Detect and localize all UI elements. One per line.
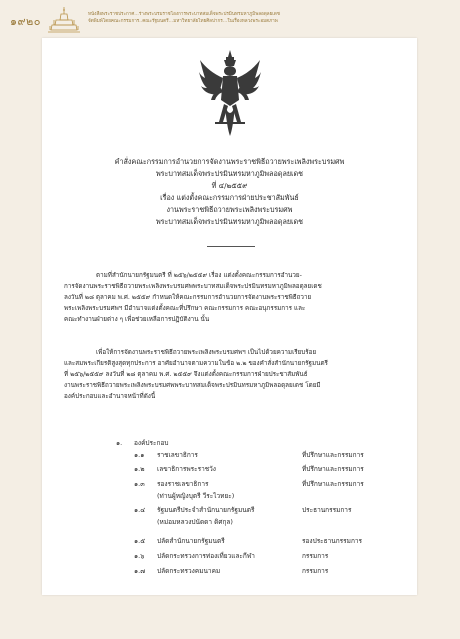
royal-crematorium-emblem-icon [46, 6, 82, 34]
member-position: ราชเลขาธิการ [157, 451, 198, 459]
member-person: (ท่านผู้หญิงบุตรี วีระไวทยะ) [157, 492, 235, 500]
header-text [88, 12, 280, 25]
member-role: รองประธานกรรมการ [302, 537, 363, 545]
garuda-emblem-icon [197, 48, 263, 144]
member-position: ปลัดสำนักนายกรัฐมนตรี [157, 537, 225, 545]
title-line: คำสั่งคณะกรรมการอำนวยการจัดงานพระราชพิธีถวายพระเพลิงพระบรมศพ [114, 157, 345, 166]
member-role: ที่ปรึกษาและกรรมการ [302, 451, 364, 459]
document-page [42, 38, 417, 595]
member-role: ที่ปรึกษาและกรรมการ [302, 480, 364, 488]
title-line: งานพระราชพิธีถวายพระเพลิงพระบรมศพ [166, 205, 293, 214]
member-position: ปลัดกระทรวงการท่องเที่ยวและกีฬา [157, 552, 255, 560]
paragraph-1 [64, 270, 397, 325]
title-line: พระบาทสมเด็จพระปรมินทรมหาภูมิพลอดุลยเดช [155, 217, 304, 226]
member-role: กรรมการ [302, 552, 329, 560]
document-title-block [42, 156, 417, 228]
paragraph-line: ที่ ๒๕๖/๒๕๕๙ ลงวันที่ ๒๘ ตุลาคม พ.ศ. ๒๕๕๙ จึงแต่งตั้งคณะกรรมการฝ่ายประชาสัมพันธ์ [64, 371, 308, 378]
member-role: ประธานกรรมการ [302, 506, 352, 514]
member-number: ๑.๖ [134, 552, 145, 560]
paragraph-line: การจัดงานพระราชพิธีถวายพระเพลิงพระบรมศพพระบาทสมเด็จพระปรมินทรมหาภูมิพลอดุลยเดช [64, 283, 322, 290]
section-number: ๑. [116, 439, 123, 447]
title-line: เรื่อง แต่งตั้งคณะกรรมการฝ่ายประชาสัมพันธ์ [160, 193, 299, 202]
header-line-1: หนังสือพระราชประกาศ…ร่างพระบรมราชโองการพระบาทสมเด็จพระปรมินทรมหาภูมิพลอดุลยเดช [88, 12, 280, 17]
paragraph-line: พระเพลิงพระบรมศพฯ มีอำนาจแต่งตั้งคณะที่ปรึกษา คณะกรรมการ คณะอนุกรรมการ และ [64, 305, 306, 312]
section-title: องค์ประกอบ [134, 439, 169, 447]
member-position: รองราชเลขาธิการ [157, 480, 209, 488]
page-number: ๑๙๒๐ [10, 15, 42, 28]
paragraph-2 [64, 347, 397, 402]
paragraph-line: งานพระราชพิธีถวายพระเพลิงพระบรมศพพระบาทสมเด็จพระปรมินทรมหาภูมิพลอดุลยเดช โดยมี [64, 382, 321, 389]
title-line: ที่ ๔/๒๕๕๙ [211, 181, 248, 190]
member-number: ๑.๕ [134, 537, 146, 545]
header-line-2: จัดพิมพ์โดยคณะกรรมการ..คณะรัฐมนตรี…มหาวิทยาลัยไทยศิลปากร…ในเรื่องหลวงพระอมตภาพ [88, 18, 278, 24]
title-divider [207, 246, 255, 247]
member-position: เลขาธิการพระราชวัง [157, 465, 216, 473]
paragraph-line: องค์ประกอบและอำนาจหน้าที่ดังนี้ [64, 393, 156, 400]
paragraph-line: คณะทำงานฝ่ายต่าง ๆ เพื่อช่วยเหลือการปฏิบัติงาน นั้น [64, 316, 210, 323]
member-number: ๑.๔ [134, 506, 146, 514]
member-role: ที่ปรึกษาและกรรมการ [302, 465, 364, 473]
paragraph-line: ตามที่สำนักนายกรัฐมนตรี ที่ ๒๕๖/๒๕๕๙ เรื่อง แต่งตั้งคณะกรรมการอำนวย- [64, 272, 302, 279]
member-number: ๑.๒ [134, 465, 145, 473]
member-number: ๑.๑ [134, 451, 145, 459]
page-header [0, 0, 460, 38]
member-position: รัฐมนตรีประจำสำนักนายกรัฐมนตรี [157, 506, 255, 514]
title-line: พระบาทสมเด็จพระปรมินทรมหาภูมิพลอดุลยเดช [155, 169, 304, 178]
member-number: ๑.๗ [134, 567, 146, 575]
member-person: (หม่อมหลวงปนัดดา ดิศกุล) [157, 518, 233, 526]
member-number: ๑.๓ [134, 480, 145, 488]
paragraph-line: ลงวันที่ ๒๘ ตุลาคม พ.ศ. ๒๕๕๙ กำหนดให้คณะกรรมการอำนวยการจัดงานพระราชพิธีถวาย [64, 294, 312, 301]
paragraph-line: และสมพระเกียรติสูงสุดทุกประการ อาศัยอำนาจตามความในข้อ ๒.๒ ของคำสั่งสำนักนายกรัฐมนตรี [64, 360, 328, 367]
paragraph-line: เพื่อให้การจัดงานพระราชพิธีถวายพระเพลิงพระบรมศพฯ เป็นไปด้วยความเรียบร้อย [64, 349, 317, 356]
member-role: กรรมการ [302, 567, 329, 575]
member-position: ปลัดกระทรวงคมนาคม [157, 567, 221, 575]
composition-heading [116, 438, 169, 448]
